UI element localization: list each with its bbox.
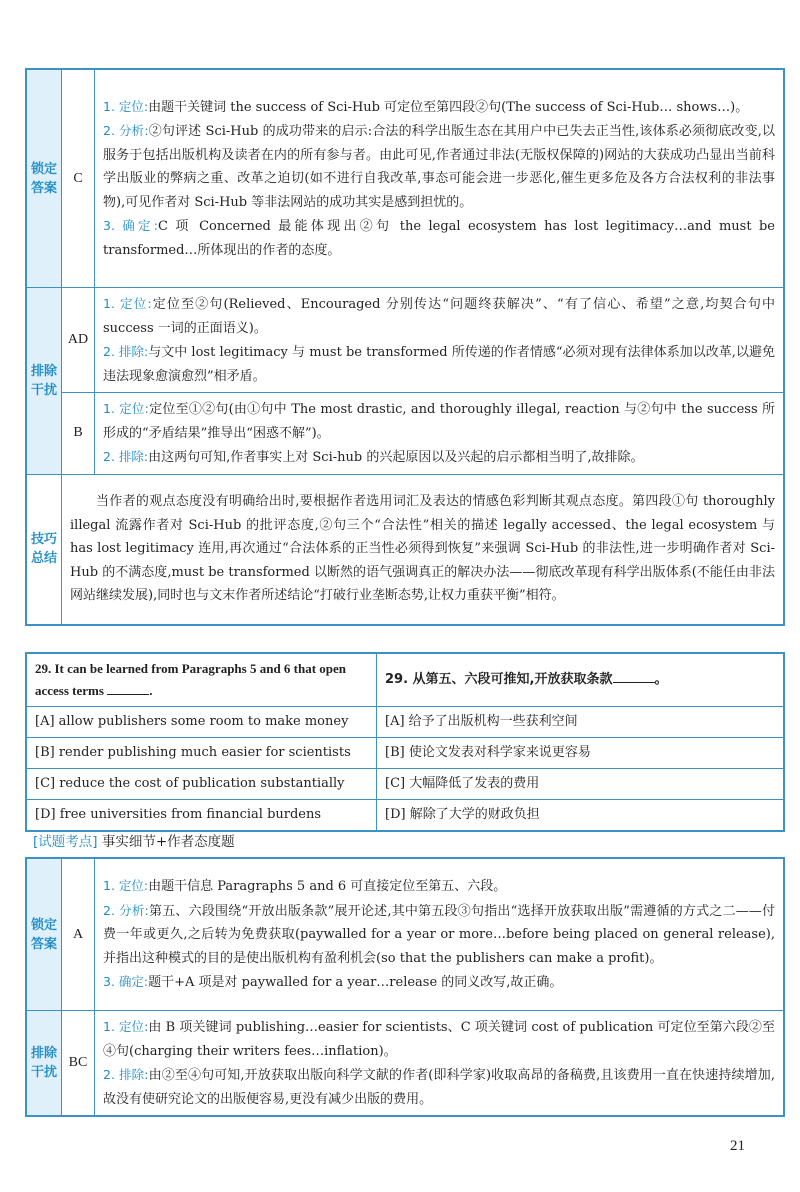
exclude-b-option: B (62, 393, 95, 475)
confirm-text: 题干+A 项是对 paywalled for a year…release 的同义改写,故正确。 (148, 975, 563, 991)
option-en: [A] allow publishers some room to make money (27, 707, 377, 738)
option-zh: [B] 使论文发表对科学家来说更容易 (377, 738, 784, 769)
exclude-key: 2. 排除 (103, 344, 144, 359)
analysis-key: 2. 分析 (103, 123, 145, 139)
question-stem-en: 29. It can be learned from Paragraphs 5 and 6 that open access terms . (27, 654, 377, 707)
answer-analysis-block-2 (25, 857, 785, 1117)
locate-key: 1. 定位 (103, 296, 148, 311)
exclude-text: 由这两句可知,作者事实上对 Sci-hub 的兴起原因以及兴起的启示都相当明了,故排除。 (148, 450, 644, 465)
answer-blank (107, 685, 149, 695)
tips-text: 当作者的观点态度没有明确给出时,要根据作者选用词汇及表达的情感色彩判断其观点态度。第四段①句 thoroughly illegal 流露作者对 Sci-Hub 的批评态度,②句三个“合法性”相关的描述 legally accessed、the legal ecosystem 与 has lost legitimacy 连用,再次通过“合法体系的正当性必须得到恢复”来强调 Sci-Hub 的非法性,进一步明确作者对 Sci-Hub 的不满态度,must be transformed 以断然的语气强调真正的解决办法——彻底改革现有科学出版体系(不能任由非法网站继续发展),同时也与文末作者所述结论“打破行业垄断态势,让权力重获平衡”相符。 (70, 494, 775, 604)
exclude-ad-row (27, 288, 784, 393)
locate-text: 定位至①②句(由①句中 The most drastic, and thoroughly illegal, reaction 与②句中 the success 所形成的“矛盾结果”推导出“困惑不解”)。 (103, 402, 775, 441)
option-row (27, 800, 784, 831)
option-row (27, 738, 784, 769)
test-point-tag (33, 830, 235, 850)
lock-answer-option: A (62, 859, 95, 1011)
question-stem-zh: 29. 从第五、六段可推知,开放获取条款 。 (377, 654, 784, 707)
exclude-label: 排除干扰 (27, 1011, 62, 1116)
confirm-key: 3. 确定 (103, 974, 144, 990)
option-row (27, 769, 784, 800)
locate-text: 由题干关键词 the success of Sci-Hub 可定位至第四段②句(The success of Sci-Hub… shows…)。 (148, 99, 749, 115)
locate-text: 由题干信息 Paragraphs 5 and 6 可直接定位至第五、六段。 (148, 879, 507, 895)
lock-answer-option: C (62, 70, 95, 288)
exclude-b-row (27, 393, 784, 475)
exclude-text: 由②至④句可知,开放获取出版向科学文献的作者(即科学家)收取高昂的备稿费,且该费用一直在快速持续增加,故没有使研究论文的出版便容易,更没有减少出版的费用。 (103, 1068, 776, 1107)
option-en: [C] reduce the cost of publication substantially (27, 769, 377, 800)
exclude-label: 排除干扰 (27, 288, 62, 475)
lock-answer-content: 1. 定位:由题干信息 Paragraphs 5 and 6 可直接定位至第五、六段。 2. 分析:第五、六段围绕“开放出版条款”展开论述,其中第五段③句指出“选择开放获取出版”需遵循的方式之二——付费一年或更久,之后转为免费获取(paywalled for a year or more…before being placed on general release),并指出这种模式的目的是使出版机构有盈利机会(so that the publishers can make a profit)。 3. 确定:题干+A 项是对 paywalled for a year…release 的同义改写,故正确。 (95, 859, 784, 1011)
lock-answer-row (27, 70, 784, 288)
question-29-table (25, 652, 785, 832)
option-zh: [C] 大幅降低了发表的费用 (377, 769, 784, 800)
tips-label: 技巧总结 (27, 474, 62, 624)
locate-key: 1. 定位 (103, 98, 144, 114)
question-stem-row (27, 654, 784, 707)
lock-answer-content: 1. 定位:由题干关键词 the success of Sci-Hub 可定位至第四段②句(The success of Sci-Hub… shows…)。 2. 分析:②句评述 Sci-Hub 的成功带来的启示:合法的科学出版生态在其用户中已失去正当性,该体系必须彻底改变,以服务于包括出版机构及读者在内的所有参与者。由此可见,作者通过非法(无版权保障的)网站的大获成功凸显出当前科学出版业的弊病之重、改革之迫切(如不进行自我改革,事态可能会进一步恶化,催生更多危及各方合法权利的非法事物),可见作者对 Sci-Hub 等非法网站的成功其实是感到担忧的。 3. 确定:C 项 Concerned 最能体现出②句 the legal ecosystem has lost legitimacy…and must be transformed…所体现出的作者的态度。 (95, 70, 784, 288)
locate-key: 1. 定位 (103, 878, 144, 894)
confirm-key: 3. 确定 (103, 218, 154, 234)
exclude-bc-content: 1. 定位:由 B 项关键词 publishing…easier for scientists、C 项关键词 cost of publication 可定位至第六段②至④句(charging their writers fees…inflation)。 2. 排除:由②至④句可知,开放获取出版向科学文献的作者(即科学家)收取高昂的备稿费,且该费用一直在快速持续增加,故没有使研究论文的出版便容易,更没有减少出版的费用。 (95, 1011, 784, 1116)
option-zh: [D] 解除了大学的财政负担 (377, 800, 784, 831)
analysis-key: 2. 分析 (103, 902, 145, 918)
exclude-b-content: 1. 定位:定位至①②句(由①句中 The most drastic, and thoroughly illegal, reaction 与②句中 the success 所形成的“矛盾结果”推导出“困惑不解”)。 2. 排除:由这两句可知,作者事实上对 Sci-hub 的兴起原因以及兴起的启示都相当明了,故排除。 (95, 393, 784, 475)
exclude-key: 2. 排除 (103, 1067, 145, 1082)
tips-content (62, 474, 784, 624)
test-point-bracket: [试题考点] (33, 834, 98, 850)
option-row (27, 707, 784, 738)
exclude-ad-option: AD (62, 288, 95, 393)
test-point-text: 事实细节+作者态度题 (101, 834, 235, 850)
analysis-text: ②句评述 Sci-Hub 的成功带来的启示:合法的科学出版生态在其用户中已失去正当性,该体系必须彻底改变,以服务于包括出版机构及读者在内的所有参与者。由此可见,作者通过非法(无版权保障的)网站的大获成功凸显出当前科学出版业的弊病之重、改革之迫切(如不进行自我改革,事态可能会进一步恶化,催生更多危及各方合法权利的非法事物),可见作者对 Sci-Hub 等非法网站的成功其实是感到担忧的。 (103, 124, 775, 210)
exclude-key: 2. 排除 (103, 449, 144, 464)
tips-row (27, 474, 784, 624)
exclude-bc-option: BC (62, 1011, 95, 1116)
page-number: 21 (730, 1138, 745, 1154)
locate-key: 1. 定位 (103, 401, 145, 416)
answer-blank (613, 673, 655, 683)
lock-answer-label: 锁定答案 (27, 859, 62, 1011)
locate-text: 由 B 项关键词 publishing…easier for scientists、C 项关键词 cost of publication 可定位至第六段②至④句(charging their writers fees…inflation)。 (103, 1020, 775, 1059)
locate-text: 定位至②句(Relieved、Encouraged 分别传达“问题终获解决”、“有了信心、希望”之意,均契合句中 success 一词的正面语义)。 (103, 297, 775, 336)
option-en: [D] free universities from financial burdens (27, 800, 377, 831)
option-zh: [A] 给予了出版机构一些获利空间 (377, 707, 784, 738)
exclude-bc-row (27, 1011, 784, 1116)
lock-answer-label: 锁定答案 (27, 70, 62, 288)
analysis-text: 第五、六段围绕“开放出版条款”展开论述,其中第五段③句指出“选择开放获取出版”需遵循的方式之二——付费一年或更久,之后转为免费获取(paywalled for a year or more…before being placed on general release),并指出这种模式的目的是使出版机构有盈利机会(so that the publishers can make a profit)。 (103, 903, 775, 966)
lock-answer-row (27, 859, 784, 1011)
exclude-text: 与文中 lost legitimacy 与 must be transformed 所传递的作者情感“必须对现有法律体系加以改革,以避免违法现象愈演愈烈”相矛盾。 (103, 345, 775, 384)
locate-key: 1. 定位 (103, 1019, 145, 1034)
exclude-ad-content: 1. 定位:定位至②句(Relieved、Encouraged 分别传达“问题终获解决”、“有了信心、希望”之意,均契合句中 success 一词的正面语义)。 2. 排除:与文中 lost legitimacy 与 must be transformed 所传递的作者情感“必须对现有法律体系加以改革,以避免违法现象愈演愈烈”相矛盾。 (95, 288, 784, 393)
confirm-text: C 项 Concerned 最能体现出②句 the legal ecosystem has lost legitimacy…and must be transformed…所体现出的作者的态度。 (103, 219, 776, 258)
answer-analysis-block-1 (25, 68, 785, 626)
option-en: [B] render publishing much easier for scientists (27, 738, 377, 769)
